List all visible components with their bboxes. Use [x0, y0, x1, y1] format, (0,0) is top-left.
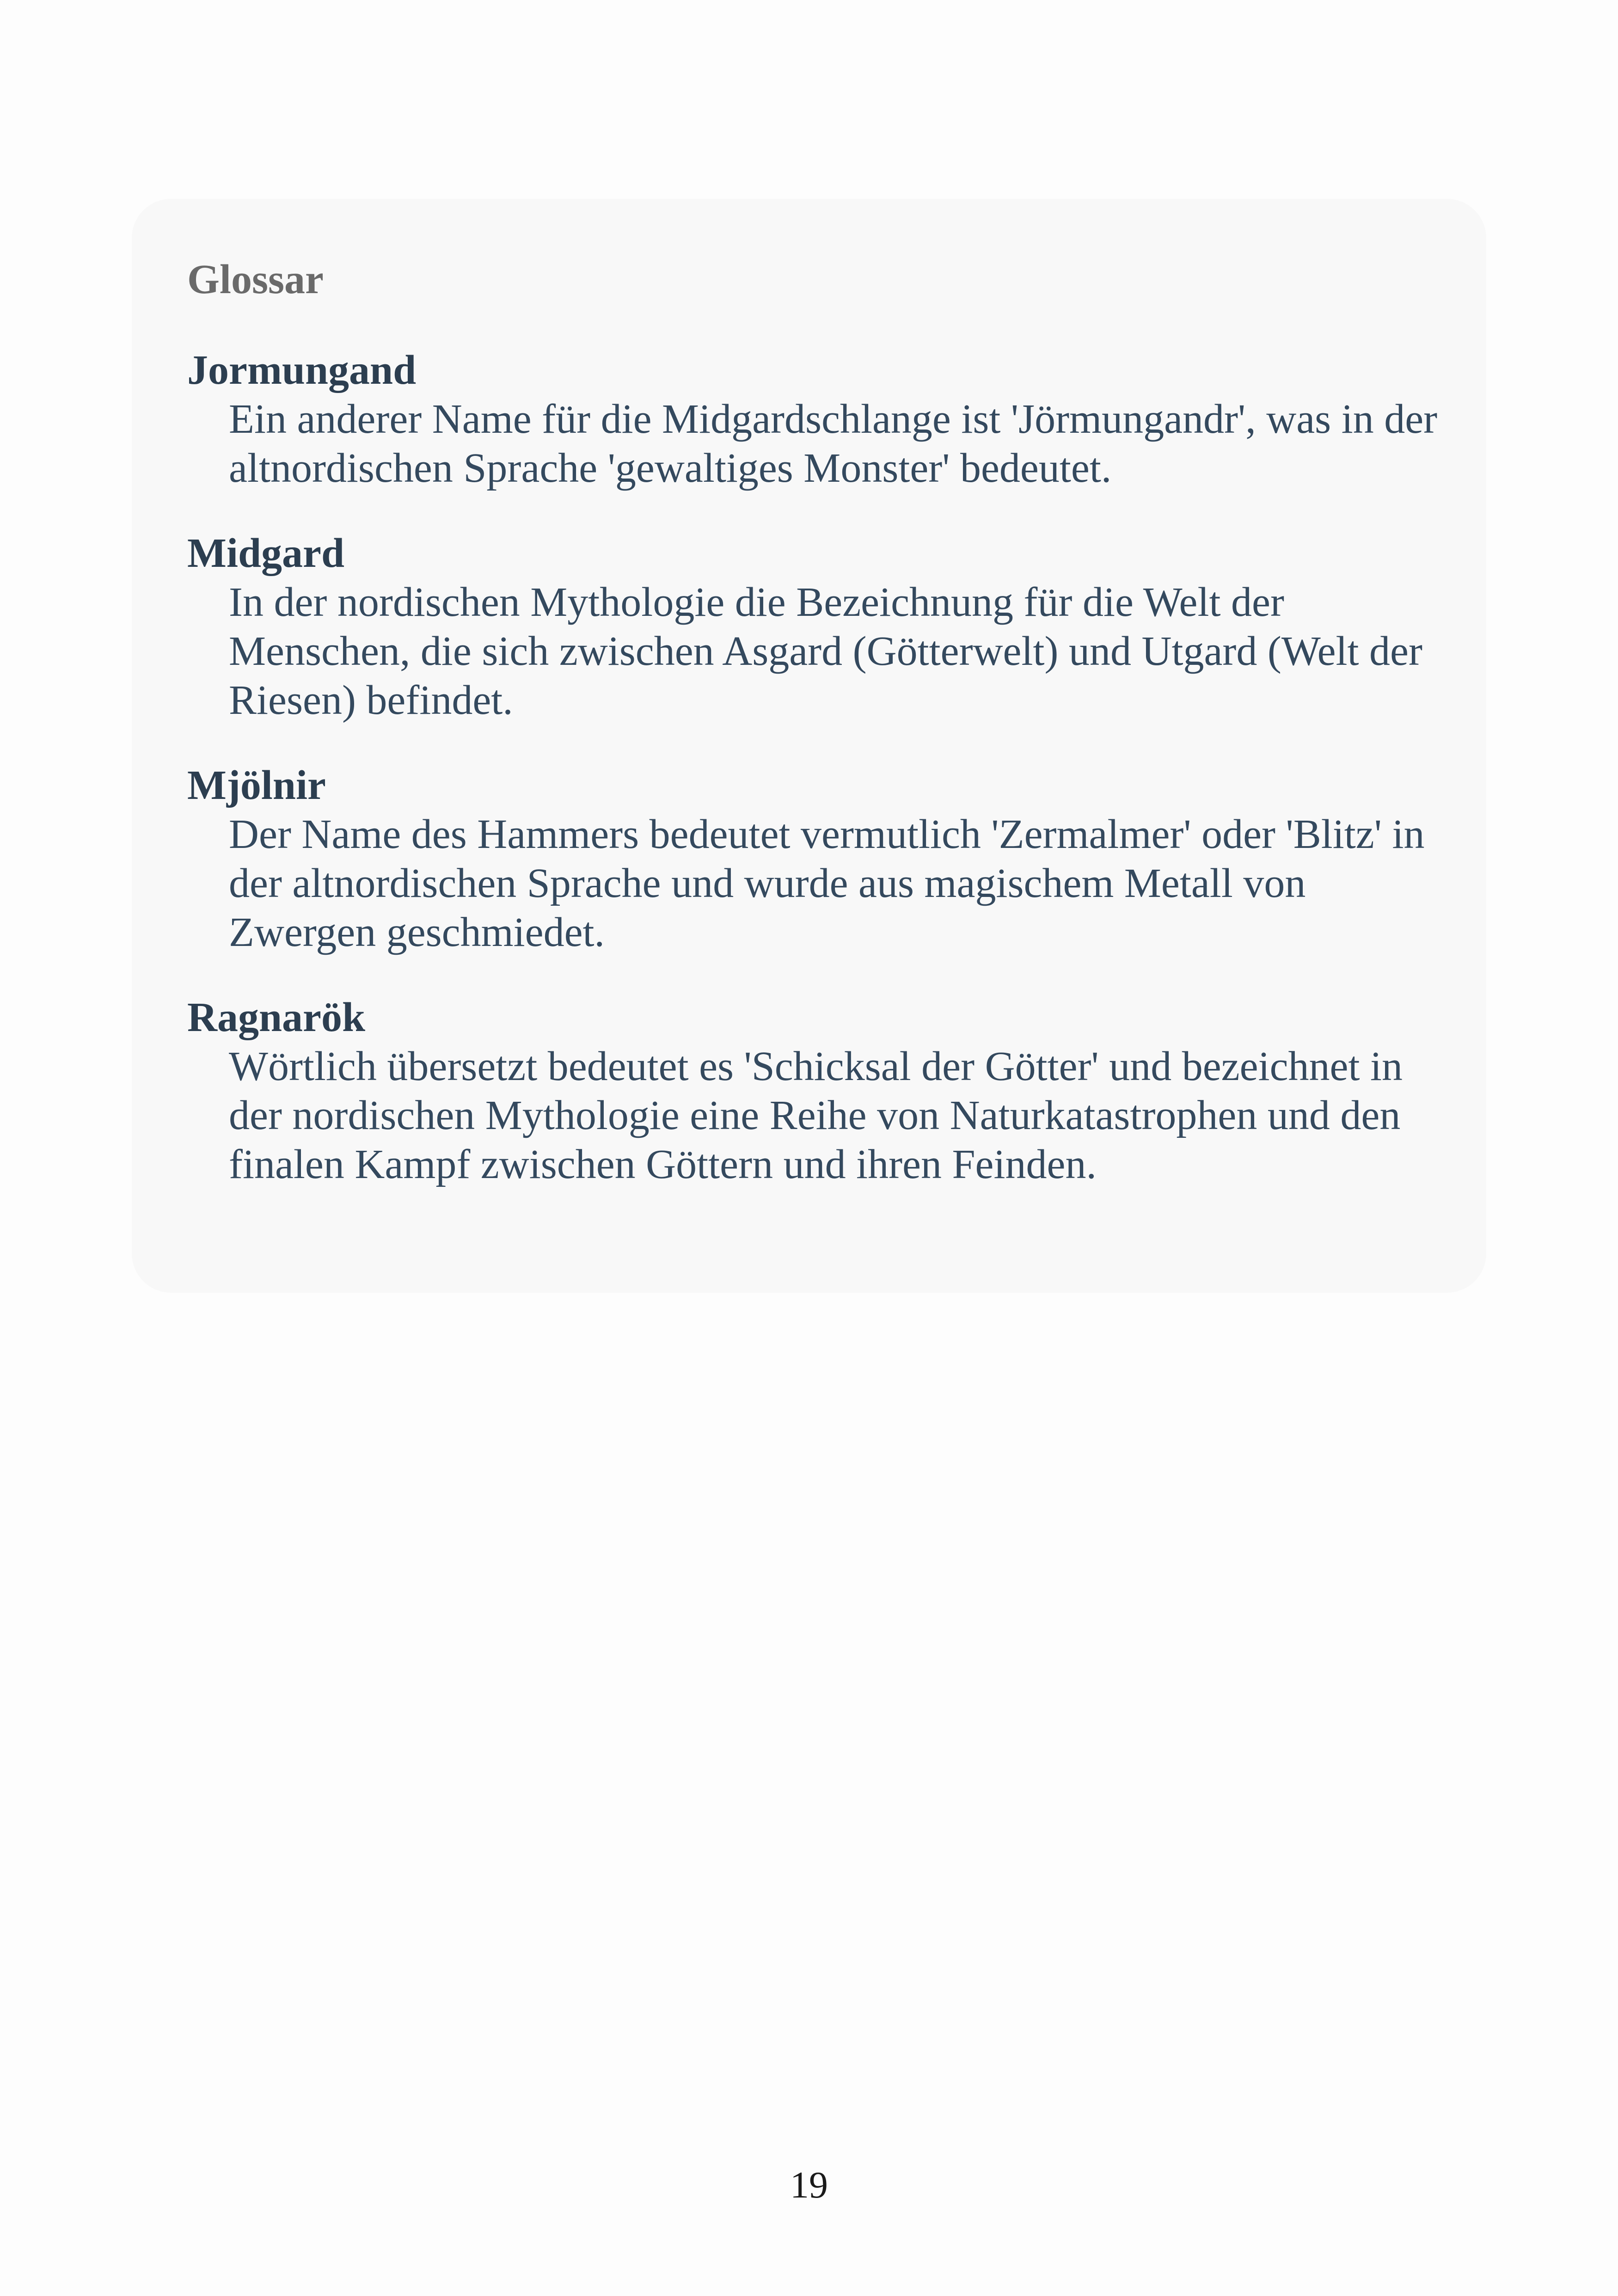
glossary-entry-mjolnir [187, 761, 1431, 957]
glossary-entry-ragnarok [187, 993, 1431, 1189]
glossary-definition: Wörtlich übersetzt bedeutet es 'Schicksal der Götter' und bezeichnet in der nordischen Mythologie eine Reihe von Naturkatastrophen und den finalen Kampf zwischen Göttern und ihren Feinden. [229, 1044, 1403, 1187]
glossary-entry-midgard [187, 529, 1431, 725]
glossary-box [132, 199, 1486, 1293]
glossary-term: Midgard [187, 530, 345, 576]
glossary-term: Mjölnir [187, 762, 326, 808]
glossary-definition: In der nordischen Mythologie die Bezeichnung für die Welt der Menschen, die sich zwischen Asgard (Götterwelt) und Utgard (Welt der Riesen) befindet. [229, 579, 1422, 723]
glossary-term: Ragnarök [187, 995, 366, 1040]
glossary-title: Glossar [187, 257, 324, 302]
page-number: 19 [790, 2164, 828, 2206]
glossary-term: Jormungand [187, 347, 417, 393]
glossary-definition: Der Name des Hammers bedeutet vermutlich 'Zermalmer' oder 'Blitz' in der altnordischen Sprache und wurde aus magischem Metall von Zwergen geschmiedet. [229, 811, 1425, 955]
glossary-definition: Ein anderer Name für die Midgardschlange ist 'Jörmungandr', was in der altnordischen Sprache 'gewaltiges Monster' bedeutet. [229, 396, 1438, 491]
glossary-entry-jormungand [187, 346, 1438, 493]
